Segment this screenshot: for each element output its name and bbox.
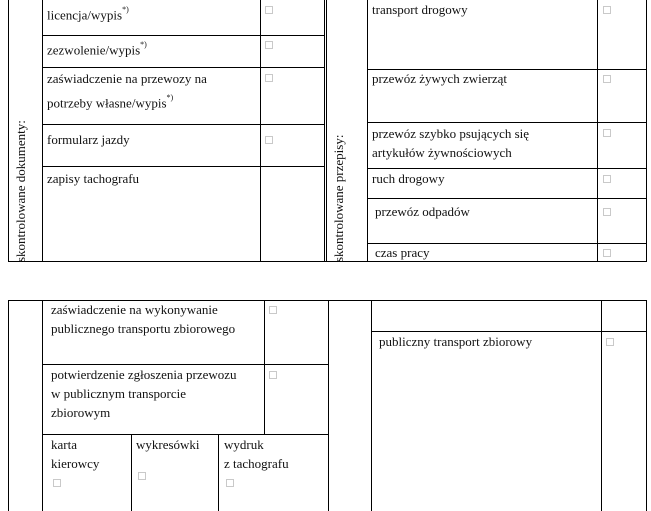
border	[131, 434, 132, 511]
checkbox[interactable]	[603, 6, 611, 14]
reg-row-public-transport: publiczny transport zbiorowy	[379, 334, 533, 349]
doc-subcell-record-sheets: wykresówki	[136, 437, 200, 452]
reg-row-perishable-line2: artykułów żywnościowych	[372, 145, 512, 160]
checkbox[interactable]	[226, 479, 234, 487]
border	[218, 434, 219, 511]
checkbox[interactable]	[138, 472, 146, 480]
reg-row-road-transport: transport drogowy	[372, 2, 468, 17]
reg-row-perishable: przewóz szybko psujących się	[372, 126, 530, 141]
checkbox[interactable]	[269, 371, 277, 379]
row-divider	[42, 166, 325, 167]
checkbox[interactable]	[265, 74, 273, 82]
border	[8, 300, 9, 511]
border	[42, 300, 43, 511]
checkbox[interactable]	[603, 208, 611, 216]
border	[264, 300, 265, 435]
border	[326, 0, 327, 262]
checkbox[interactable]	[606, 338, 614, 346]
doc-row-tachograph-records: zapisy tachografu	[47, 171, 140, 186]
checkbox[interactable]	[265, 136, 273, 144]
checkbox[interactable]	[603, 129, 611, 137]
doc-row-notification: potwierdzenie zgłoszenia przewozu	[51, 367, 237, 382]
border	[260, 0, 261, 262]
section-label-documents: skontrolowane dokumenty:	[13, 120, 28, 262]
row-divider	[42, 124, 325, 125]
border	[8, 0, 9, 262]
checkbox[interactable]	[603, 249, 611, 257]
reg-row-live-animals: przewóz żywych zwierząt	[372, 71, 507, 86]
checkbox[interactable]	[603, 75, 611, 83]
reg-row-working-time: czas pracy	[375, 245, 430, 260]
row-divider	[367, 198, 647, 199]
checkbox[interactable]	[265, 41, 273, 49]
checkbox[interactable]	[269, 306, 277, 314]
doc-row-notification-line2: w publicznym transporcie	[51, 386, 187, 401]
doc-row-public-transport-cert-line2: publicznego transportu zbiorowego	[51, 321, 236, 336]
doc-subcell-driver-card-line2: kierowcy	[51, 456, 100, 471]
doc-row-own-account: zaświadczenie na przewozy na	[47, 71, 207, 86]
checkbox[interactable]	[603, 175, 611, 183]
doc-row-notification-line3: zbiorowym	[51, 405, 111, 420]
row-divider	[367, 122, 647, 123]
doc-row-permit: zezwolenie/wypis*)	[47, 40, 147, 58]
doc-row-licence: licencja/wypis*)	[47, 5, 129, 23]
doc-row-own-account-line2: potrzeby własne/wypis*)	[47, 93, 174, 111]
border	[367, 0, 368, 262]
border	[646, 0, 647, 262]
section-label-regulations: skontrolowane przepisy:	[331, 134, 346, 262]
doc-subcell-driver-card: karta	[51, 437, 77, 452]
reg-row-road-traffic: ruch drogowy	[372, 171, 445, 186]
doc-row-journey-form: formularz jazdy	[47, 132, 130, 147]
row-divider	[42, 67, 325, 68]
checkbox[interactable]	[265, 6, 273, 14]
doc-row-public-transport-cert: zaświadczenie na wykonywanie	[51, 302, 218, 317]
doc-subcell-printout: wydruk	[224, 437, 264, 452]
row-divider	[42, 35, 325, 36]
border	[42, 0, 43, 262]
checkbox[interactable]	[53, 479, 61, 487]
border	[8, 261, 647, 262]
reg-row-waste: przewóz odpadów	[375, 204, 470, 219]
border	[597, 0, 598, 262]
border	[324, 0, 325, 262]
doc-subcell-printout-line2: z tachografu	[224, 456, 289, 471]
border	[328, 300, 329, 511]
